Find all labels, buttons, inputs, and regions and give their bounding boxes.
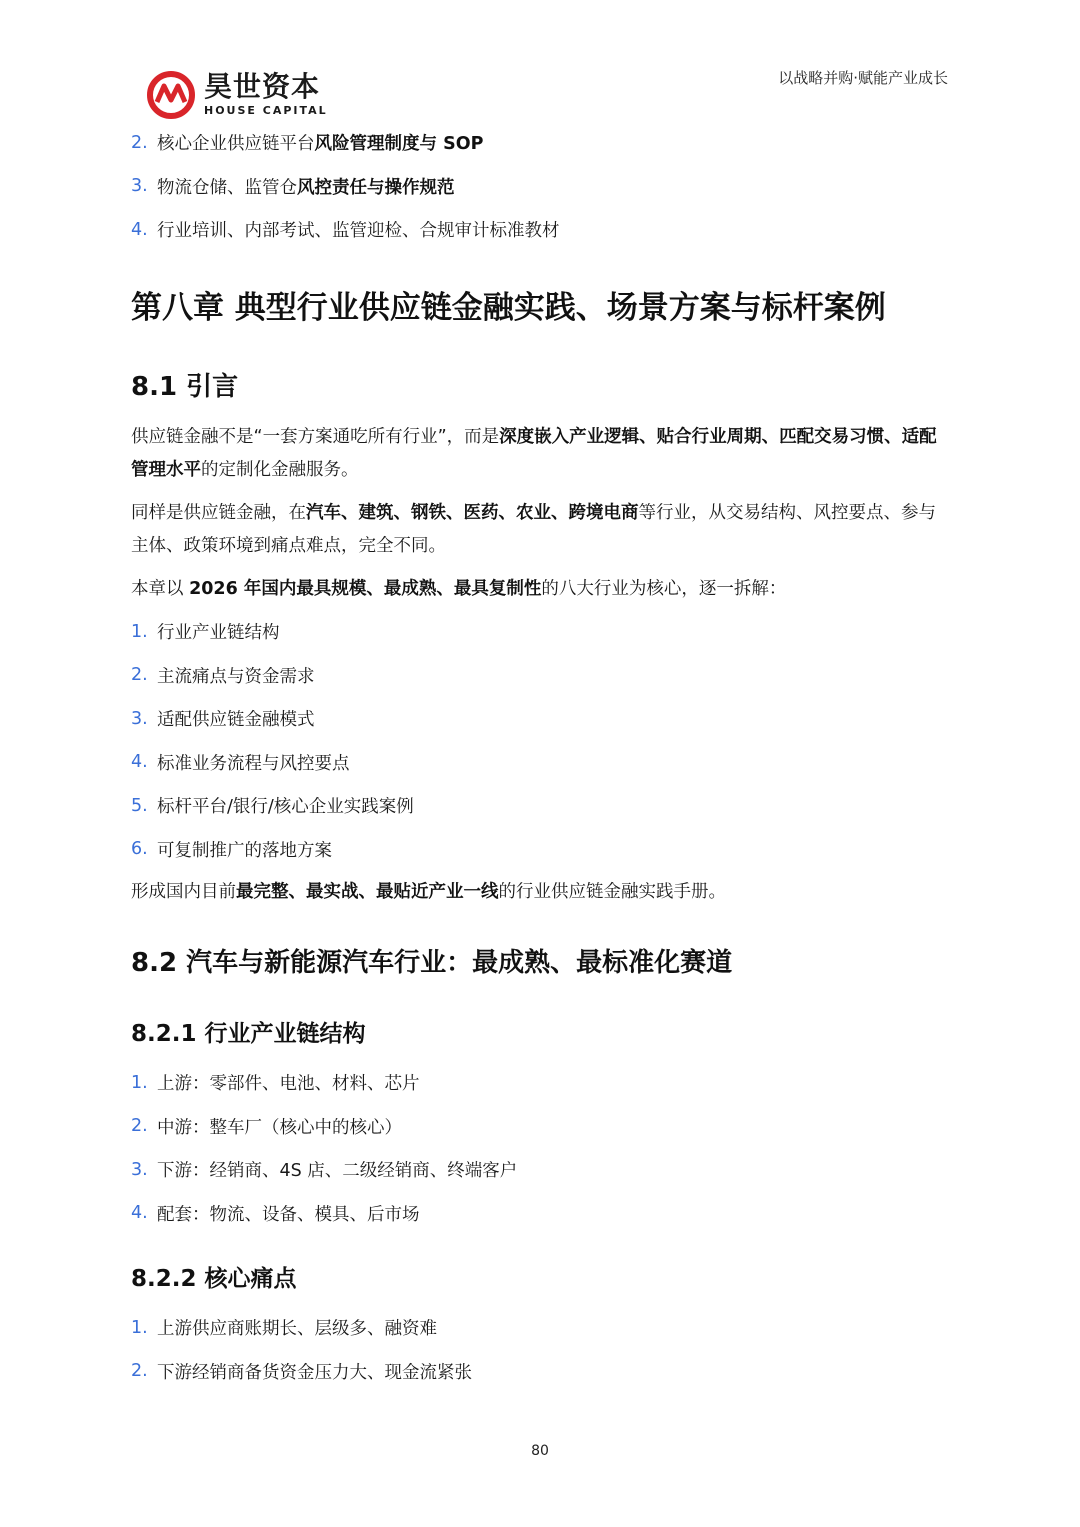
- list-number: 2.: [131, 1116, 148, 1137]
- para-text: 的行业供应链金融实践手册。: [498, 882, 726, 902]
- para-text: 的八大行业为核心，逐一拆解：: [541, 579, 787, 599]
- list-number: 4.: [131, 219, 148, 240]
- para-text: 形成国内目前: [131, 882, 236, 902]
- list-number: 2.: [131, 132, 148, 153]
- list-text: 中游：整车厂（核心中的核心）: [157, 1117, 402, 1138]
- chapter-title: 第八章 典型行业供应链金融实践、场景方案与标杆案例: [131, 290, 886, 326]
- list-text-bold: 风险管理制度与 SOP: [314, 134, 484, 155]
- list-text: 下游：经销商、4S 店、二级经销商、终端客户: [157, 1161, 518, 1182]
- list-text: 上游供应商账期长、层级多、融资难: [157, 1319, 437, 1340]
- house-capital-logo-icon: [146, 70, 196, 120]
- list-text: 适配供应链金融模式: [157, 710, 315, 731]
- list-number: 2.: [131, 665, 148, 686]
- list-text-bold: 风控责任与操作规范: [297, 177, 455, 198]
- list-item: [131, 741, 951, 785]
- list-text: 标准业务流程与风控要点: [157, 753, 350, 774]
- para-text-bold: 2026 年国内最具规模、最成熟、最具复制性: [189, 579, 542, 599]
- list-item: [131, 784, 951, 828]
- logo-chinese-name: 昊世资本: [204, 70, 321, 103]
- intro-paragraph-1: [131, 421, 953, 487]
- continued-list: [131, 121, 951, 252]
- list-text: 行业培训、内部考试、监管迎检、合规审计标准教材: [157, 221, 560, 242]
- list-item: [131, 610, 951, 654]
- list-number: 3.: [131, 1159, 148, 1180]
- list-number: 6.: [131, 839, 148, 860]
- intro-paragraph-4: [131, 876, 953, 909]
- para-text-bold: 深度嵌入产业逻辑、贴合行业周期、匹配交易习惯、适配管理水平: [131, 427, 937, 480]
- list-item: [131, 697, 951, 741]
- intro-paragraph-3: [131, 573, 953, 606]
- list-number: 5.: [131, 795, 148, 816]
- company-logo: [146, 70, 328, 120]
- section-heading-8-2: 8.2 汽车与新能源汽车行业：最成熟、最标准化赛道: [131, 948, 733, 978]
- list-number: 1.: [131, 621, 148, 642]
- section-heading-8-1: 8.1 引言: [131, 372, 239, 402]
- list-number: 1.: [131, 1317, 148, 1338]
- para-text: 本章以: [131, 579, 190, 599]
- list-number: 3.: [131, 708, 148, 729]
- list-item: [131, 208, 951, 252]
- list-item: [131, 1148, 951, 1192]
- para-text: 同样是供应链金融，在: [131, 503, 306, 523]
- list-item: [131, 165, 951, 209]
- list-number: 4.: [131, 752, 148, 773]
- logo-english-name: HOUSE CAPITAL: [204, 104, 328, 117]
- header-tagline: 以战略并购·赋能产业成长: [778, 69, 948, 87]
- list-item: [131, 1061, 951, 1105]
- list-text: 物流仓储、监管仓: [157, 177, 297, 198]
- para-text: 等行业，从交易结构、风控要点、参与主体、政策环境到痛点难点，完全不同。: [131, 503, 936, 556]
- subsection-heading-8-2-1: 8.2.1 行业产业链结构: [131, 1021, 366, 1047]
- para-text-bold: 汽车、建筑、钢铁、医药、农业、跨境电商: [306, 503, 639, 523]
- list-item: [131, 654, 951, 698]
- list-number: 1.: [131, 1072, 148, 1093]
- list-item: [131, 1105, 951, 1149]
- list-text: 行业产业链结构: [157, 623, 280, 644]
- list-item: [131, 1306, 951, 1350]
- para-text: 的定制化金融服务。: [201, 460, 359, 480]
- list-item: [131, 121, 951, 165]
- subsection-heading-8-2-2: 8.2.2 核心痛点: [131, 1266, 297, 1292]
- intro-paragraph-2: [131, 497, 953, 563]
- para-text: 供应链金融不是“一套方案通吃所有行业”，而是: [131, 427, 500, 447]
- page-number: 80: [531, 1443, 549, 1459]
- list-number: 4.: [131, 1203, 148, 1224]
- list-number: 3.: [131, 176, 148, 197]
- para-text-bold: 最完整、最实战、最贴近产业一线: [236, 882, 499, 902]
- list-number: 2.: [131, 1361, 148, 1382]
- list-text: 可复制推广的落地方案: [157, 840, 332, 861]
- list-text: 主流痛点与资金需求: [157, 666, 315, 687]
- list-text: 下游经销商备货资金压力大、现金流紧张: [157, 1362, 472, 1383]
- industry-chain-list: [131, 1061, 951, 1235]
- list-text: 配套：物流、设备、模具、后市场: [157, 1204, 420, 1225]
- list-item: [131, 1350, 951, 1394]
- list-text: 标杆平台/银行/核心企业实践案例: [157, 797, 414, 818]
- list-item: [131, 1192, 951, 1236]
- list-text: 上游：零部件、电池、材料、芯片: [157, 1074, 420, 1095]
- pain-points-list: [131, 1306, 951, 1393]
- list-text: 核心企业供应链平台: [157, 134, 315, 155]
- chapter-outline-list: [131, 610, 951, 871]
- list-item: [131, 828, 951, 872]
